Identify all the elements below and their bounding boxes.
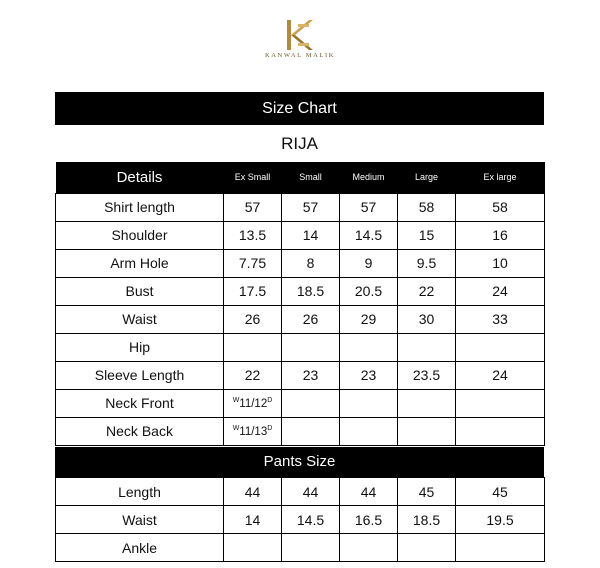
table-cell <box>398 389 456 417</box>
table-row <box>56 417 545 445</box>
table-cell: 57 <box>224 193 282 221</box>
row-label: Length <box>56 478 224 506</box>
table-row <box>56 361 545 389</box>
table-cell: 10 <box>456 249 545 277</box>
width-mark: W <box>232 396 240 404</box>
row-label: Neck Back <box>56 417 224 445</box>
table-cell <box>340 389 398 417</box>
table-row <box>56 249 545 277</box>
depth-mark: D <box>267 396 273 404</box>
table-cell: 26 <box>224 305 282 333</box>
row-label: Shirt length <box>56 193 224 221</box>
table-cell <box>456 417 545 445</box>
table-row <box>56 534 545 562</box>
row-label: Hip <box>56 333 224 361</box>
table-cell: 23 <box>340 361 398 389</box>
product-name: RIJA <box>281 134 318 153</box>
size-header: Medium <box>340 162 398 193</box>
table-cell: 13.5 <box>224 221 282 249</box>
table-cell: 45 <box>456 478 545 506</box>
table-cell <box>282 333 340 361</box>
shirt-size-table <box>55 162 545 446</box>
brand-logo <box>272 18 328 68</box>
row-label: Bust <box>56 277 224 305</box>
table-row <box>56 221 545 249</box>
kanwal-malik-k-logo-icon <box>272 18 328 52</box>
table-cell <box>398 417 456 445</box>
table-cell: 44 <box>340 478 398 506</box>
table-cell: 9 <box>340 249 398 277</box>
table-cell: 23 <box>282 361 340 389</box>
table-cell <box>340 534 398 562</box>
brand-name: KANWAL MALIK <box>264 52 336 59</box>
table-cell <box>282 534 340 562</box>
table-cell <box>224 534 282 562</box>
table-cell: 22 <box>224 361 282 389</box>
table-cell: 18.5 <box>282 277 340 305</box>
neck-back-value <box>224 417 282 445</box>
details-header: Details <box>56 162 224 193</box>
table-cell <box>282 389 340 417</box>
size-header: Small <box>282 162 340 193</box>
table-row <box>56 506 545 534</box>
row-label: Sleeve Length <box>56 361 224 389</box>
table-cell: 30 <box>398 305 456 333</box>
table-cell: 14 <box>224 506 282 534</box>
table-cell: 14 <box>282 221 340 249</box>
row-label: Neck Front <box>56 389 224 417</box>
table-cell: 18.5 <box>398 506 456 534</box>
row-label: Shoulder <box>56 221 224 249</box>
table-cell <box>456 389 545 417</box>
table-row <box>56 333 545 361</box>
table-row <box>56 305 545 333</box>
pants-size-title: Pants Size <box>55 447 544 477</box>
size-header: Large <box>398 162 456 193</box>
table-cell: 14.5 <box>340 221 398 249</box>
table-cell: 8 <box>282 249 340 277</box>
neck-back-number: 11/13 <box>239 425 268 438</box>
table-cell: 9.5 <box>398 249 456 277</box>
table-cell: 24 <box>456 277 545 305</box>
table-cell: 7.75 <box>224 249 282 277</box>
table-cell: 19.5 <box>456 506 545 534</box>
table-cell: 16.5 <box>340 506 398 534</box>
table-cell <box>282 417 340 445</box>
neck-front-value <box>224 389 282 417</box>
table-cell <box>340 417 398 445</box>
table-cell: 58 <box>398 193 456 221</box>
table-cell: 14.5 <box>282 506 340 534</box>
table-cell: 17.5 <box>224 277 282 305</box>
table-cell: 29 <box>340 305 398 333</box>
table-cell: 22 <box>398 277 456 305</box>
table-cell <box>398 333 456 361</box>
table-cell: 23.5 <box>398 361 456 389</box>
size-header: Ex Small <box>224 162 282 193</box>
table-cell: 15 <box>398 221 456 249</box>
table-cell: 57 <box>282 193 340 221</box>
row-label: Ankle <box>56 534 224 562</box>
width-mark: W <box>232 424 240 432</box>
size-header-row <box>56 162 545 193</box>
table-row <box>56 478 545 506</box>
table-cell: 58 <box>456 193 545 221</box>
table-cell <box>340 333 398 361</box>
table-cell <box>398 534 456 562</box>
table-cell <box>224 333 282 361</box>
depth-mark: D <box>267 424 273 432</box>
table-row <box>56 193 545 221</box>
table-row <box>56 277 545 305</box>
table-cell: 45 <box>398 478 456 506</box>
row-label: Waist <box>56 506 224 534</box>
neck-front-number: 11/12 <box>239 397 268 410</box>
table-cell: 33 <box>456 305 545 333</box>
table-cell: 44 <box>282 478 340 506</box>
table-cell: 16 <box>456 221 545 249</box>
row-label: Waist <box>56 305 224 333</box>
table-cell <box>456 333 545 361</box>
row-label: Arm Hole <box>56 249 224 277</box>
table-cell: 44 <box>224 478 282 506</box>
size-chart-title: Size Chart <box>55 92 544 125</box>
table-cell <box>456 534 545 562</box>
size-header: Ex large <box>456 162 545 193</box>
table-cell: 20.5 <box>340 277 398 305</box>
table-row <box>56 389 545 417</box>
pants-size-table <box>55 477 545 562</box>
table-cell: 26 <box>282 305 340 333</box>
table-cell: 24 <box>456 361 545 389</box>
table-cell: 57 <box>340 193 398 221</box>
